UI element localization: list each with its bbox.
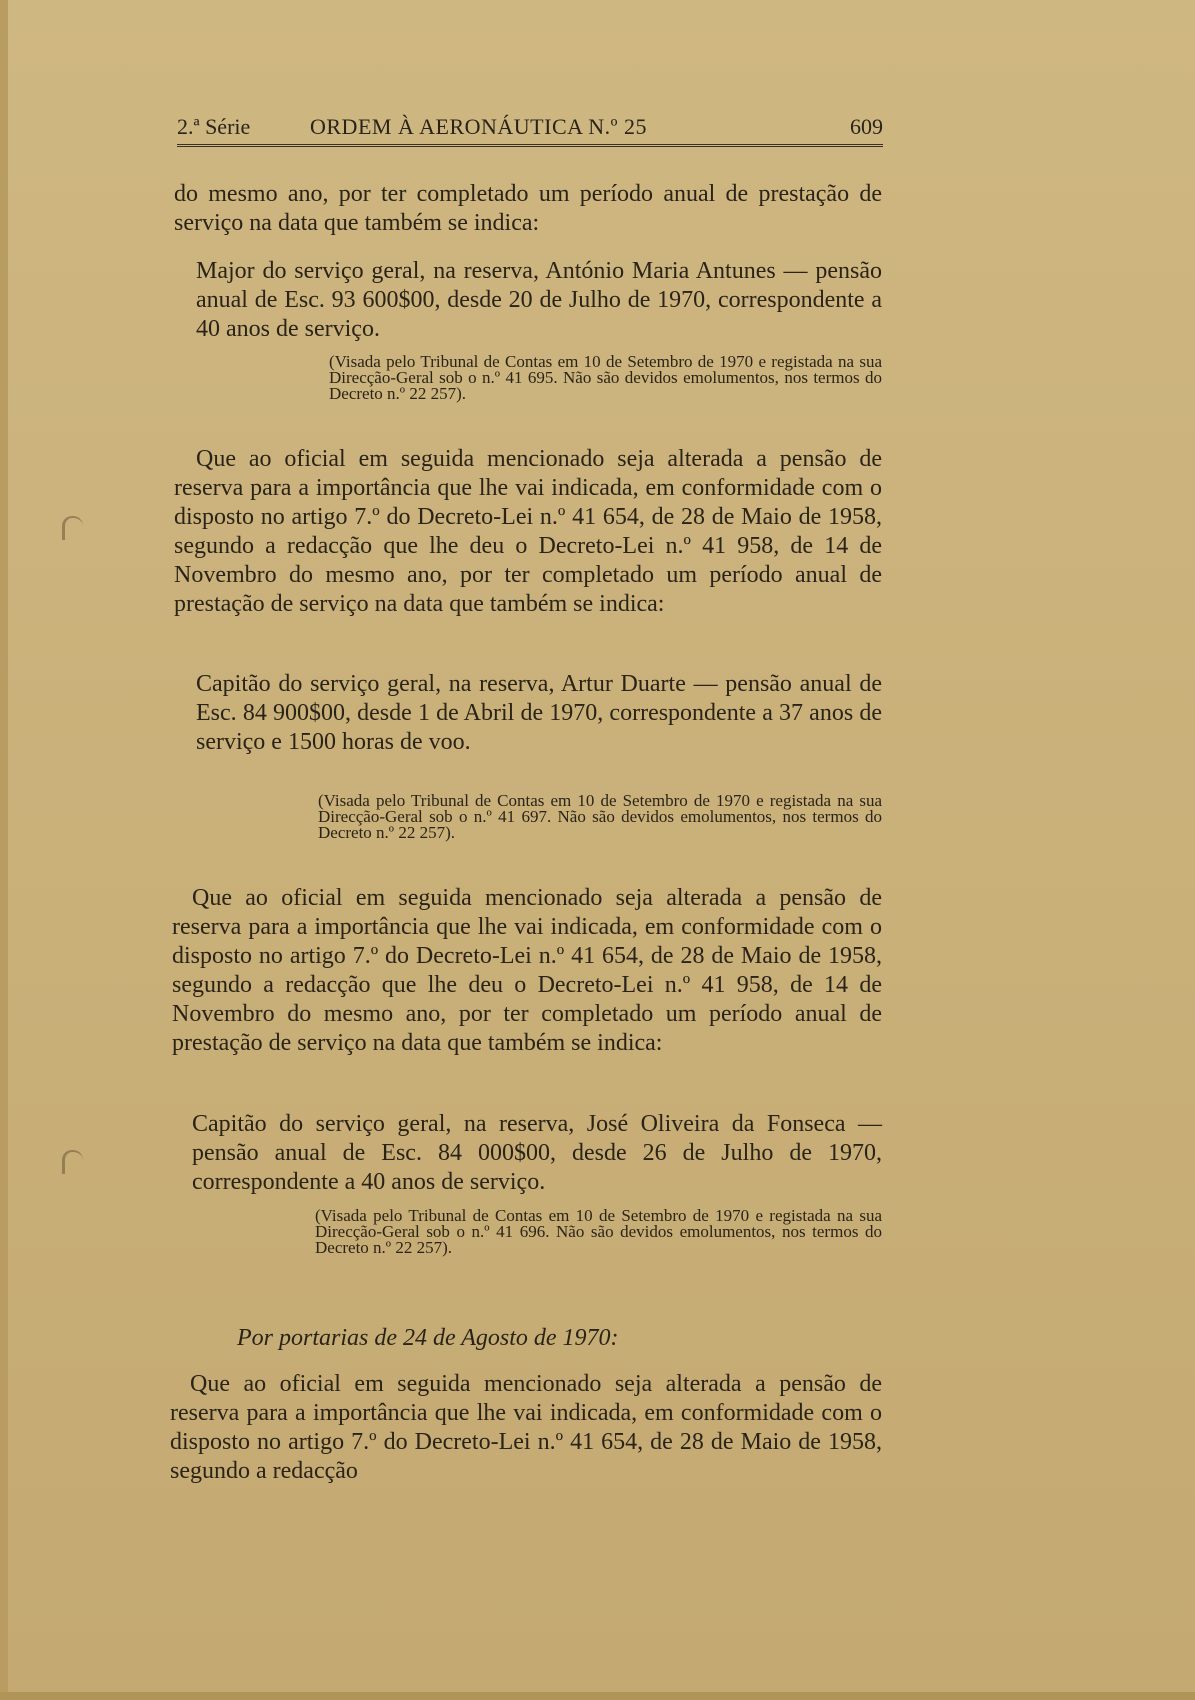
paragraph-order: Que ao oficial em seguida mencionado seja alterada a pensão de reserva para a importância que lhe vai indicada, em conformidade com o disposto no artigo 7.º do Decreto-Lei n.º 41 654, de 28 de Maio de 1958, segundo a redacção bbox=[170, 1371, 882, 1484]
binding-hole bbox=[62, 516, 83, 540]
series-label: 2.ª Série bbox=[177, 114, 251, 139]
pension-entry: Capitão do serviço geral, na reserva, Artur Duarte — pensão anual de Esc. 84 900$00, desde 1 de Abril de 1970, correspondente a 37 anos de serviço e 1500 horas de voo. bbox=[196, 671, 882, 755]
paragraph-order: Que ao oficial em seguida mencionado seja alterada a pensão de reserva para a importância que lhe vai indicada, em conformidade com o disposto no artigo 7.º do Decreto-Lei n.º 41 654, de 28 de Maio de 1958, segundo a redacção que lhe deu o Decreto-Lei n.º 41 958, de 14 de Novembro do mesmo ano, por ter completado um período anual de prestação de serviço na data que também se indica: bbox=[172, 885, 882, 1056]
binding-hole bbox=[62, 1150, 83, 1174]
paragraph-continuation: do mesmo ano, por ter completado um período anual de prestação de serviço na data que também se indica: bbox=[174, 181, 882, 236]
page-left-edge bbox=[0, 0, 8, 1700]
paragraph-order: Que ao oficial em seguida mencionado seja alterada a pensão de reserva para a importância que lhe vai indicada, em conformidade com o disposto no artigo 7.º do Decreto-Lei n.º 41 654, de 28 de Maio de 1958, segundo a redacção que lhe deu o Decreto-Lei n.º 41 958, de 14 de Novembro do mesmo ano, por ter completado um período anual de prestação de serviço na data que também se indica: bbox=[174, 446, 882, 617]
tribunal-note: (Visada pelo Tribunal de Contas em 10 de Setembro de 1970 e registada na sua Direcção-Geral sob o n.º 41 695. Não são devidos emolumentos, nos termos do Decreto n.º 22 257). bbox=[329, 352, 882, 403]
page-number: 609 bbox=[850, 114, 883, 139]
section-heading: Por portarias de 24 de Agosto de 1970: bbox=[237, 1325, 619, 1351]
publication-title: ORDEM À AERONÁUTICA N.º 25 bbox=[310, 114, 647, 139]
page-header bbox=[177, 110, 883, 147]
tribunal-note: (Visada pelo Tribunal de Contas em 10 de Setembro de 1970 e registada na sua Direcção-Geral sob o n.º 41 696. Não são devidos emolumentos, nos termos do Decreto n.º 22 257). bbox=[315, 1206, 882, 1257]
tribunal-note: (Visada pelo Tribunal de Contas em 10 de Setembro de 1970 e registada na sua Direcção-Geral sob o n.º 41 697. Não são devidos emolumentos, nos termos do Decreto n.º 22 257). bbox=[318, 791, 882, 842]
pension-entry: Capitão do serviço geral, na reserva, José Oliveira da Fonseca — pensão anual de Esc. 84 000$00, desde 26 de Julho de 1970, correspondente a 40 anos de serviço. bbox=[192, 1111, 882, 1195]
page-bottom-edge bbox=[0, 1692, 1195, 1700]
pension-entry: Major do serviço geral, na reserva, António Maria Antunes — pensão anual de Esc. 93 600$00, desde 20 de Julho de 1970, correspondente a 40 anos de serviço. bbox=[196, 258, 882, 342]
